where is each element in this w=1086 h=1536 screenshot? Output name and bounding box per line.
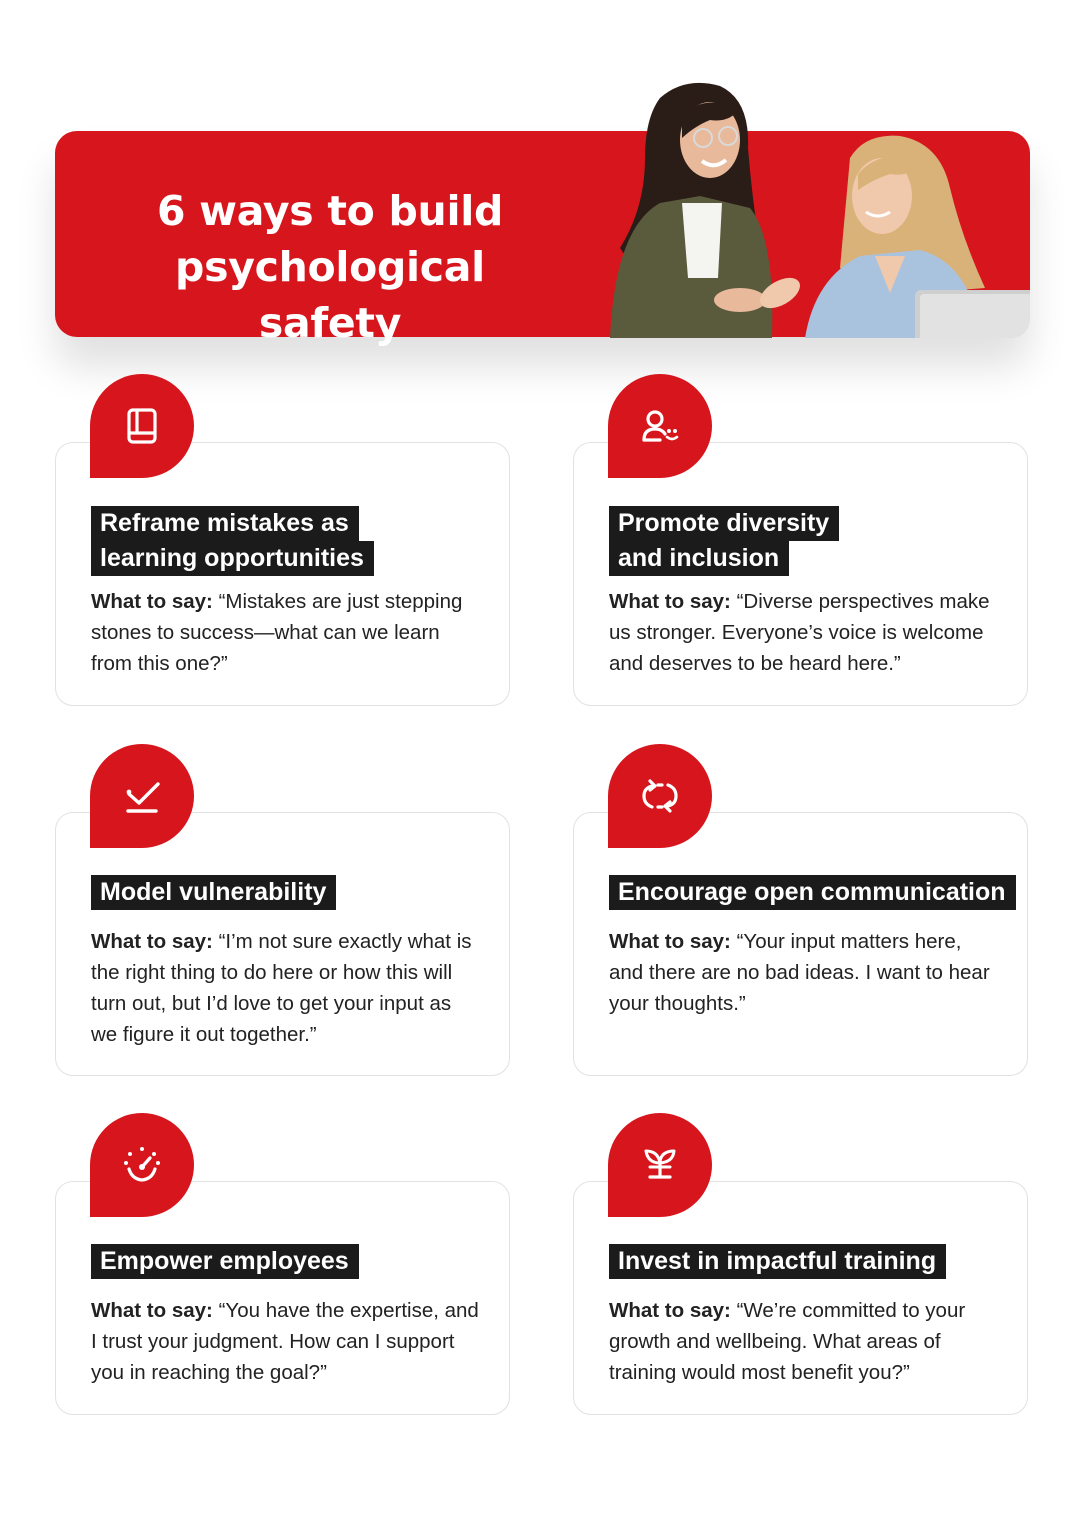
card-2-title-line-1: Promote diversity	[609, 506, 839, 541]
card-5-title	[91, 1244, 359, 1279]
title-line-2: psychological safety	[175, 243, 485, 347]
what-to-say-label: What to say:	[609, 1299, 731, 1322]
gauge-smile-icon	[120, 1143, 164, 1187]
card-4-quote: “Your input matters here, and there are no bad ideas. I want to hear your thoughts.”	[609, 930, 990, 1015]
card-1-body	[91, 586, 481, 679]
card-3-badge	[90, 744, 194, 848]
card-4-title	[609, 875, 1016, 910]
card-1-title-line-1: Reframe mistakes as	[91, 506, 359, 541]
woman-left	[610, 83, 772, 338]
card-6-quote: “We’re committed to your growth and wellbeing. What areas of training would most benefit you?”	[609, 1299, 966, 1384]
refresh-arrows-icon	[638, 774, 682, 818]
card-6-badge	[608, 1113, 712, 1217]
card-2-quote: “Diverse perspectives make us stronger. Everyone’s voice is welcome and deserves to be heard here.”	[609, 590, 990, 675]
card-5-body	[91, 1295, 481, 1388]
card-4-body	[609, 926, 999, 1019]
title-line-1: 6 ways to build	[156, 187, 504, 235]
card-4-badge	[608, 744, 712, 848]
card-1-badge	[90, 374, 194, 478]
page-title	[100, 183, 560, 351]
card-6-title-line-1: Invest in impactful training	[609, 1244, 946, 1279]
card-1-title	[91, 506, 374, 576]
card-3-title-line-1: Model vulnerability	[91, 875, 336, 910]
card-1-title-line-2: learning opportunities	[91, 541, 374, 576]
card-6-body	[609, 1295, 999, 1388]
what-to-say-label: What to say:	[91, 1299, 213, 1322]
card-1-quote: “Mistakes are just stepping stones to success—what can we learn from this one?”	[91, 590, 463, 675]
two-women-photo	[590, 78, 1030, 338]
checkmark-icon	[120, 774, 164, 818]
card-3-quote: “I’m not sure exactly what is the right thing to do here or how this will turn out, but I’d love to get your input as we figure it out together.”	[91, 930, 472, 1046]
card-5-badge	[90, 1113, 194, 1217]
what-to-say-label: What to say:	[609, 930, 731, 953]
laptop	[915, 290, 1035, 350]
sprout-icon	[638, 1143, 682, 1187]
card-4-title-line-1: Encourage open communication	[609, 875, 1016, 910]
what-to-say-label: What to say:	[609, 590, 731, 613]
what-to-say-label: What to say:	[91, 930, 213, 953]
book-icon	[120, 404, 164, 448]
card-6-title	[609, 1244, 946, 1279]
card-2-body	[609, 586, 999, 679]
people-icon	[638, 404, 682, 448]
card-2-badge	[608, 374, 712, 478]
card-5-title-line-1: Empower employees	[91, 1244, 359, 1279]
card-5-quote: “You have the expertise, and I trust your judgment. How can I support you in reaching the goal?”	[91, 1299, 479, 1384]
card-2-title-line-2: and inclusion	[609, 541, 789, 576]
card-3-body	[91, 926, 481, 1050]
card-2-title	[609, 506, 839, 576]
card-3-title	[91, 875, 336, 910]
what-to-say-label: What to say:	[91, 590, 213, 613]
